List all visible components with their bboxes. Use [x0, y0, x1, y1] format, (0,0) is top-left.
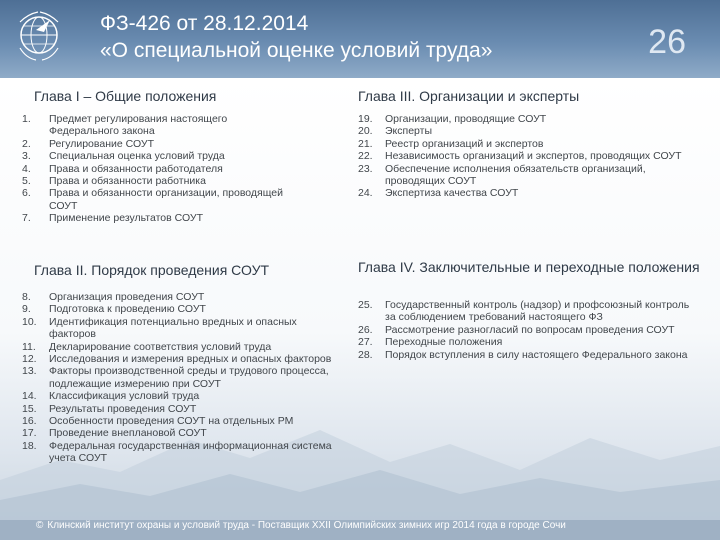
section-chapter-1	[22, 87, 334, 225]
section-title: Глава III. Организации и эксперты	[358, 88, 580, 104]
list-item: 2. Регулирование СОУТ	[22, 137, 154, 150]
list-item: 18. Федеральная государственная информационная система учета СОУТ	[22, 439, 332, 465]
section-title: Глава II. Порядок проведения СОУТ	[34, 262, 270, 278]
list-item: 7. Применение результатов СОУТ	[22, 212, 204, 225]
list-item: 23. Обеспечение исполнения обязательств организаций, проводящих СОУТ	[358, 162, 646, 188]
list-item: 21. Реестр организаций и экспертов	[358, 137, 544, 150]
item-list	[22, 113, 287, 225]
section-chapter-4	[358, 258, 703, 361]
list-item: 10. Идентификация потенциально вредных и опасных факторов	[22, 315, 297, 341]
list-item: 4. Права и обязанности работодателя	[22, 162, 223, 175]
list-item: 5. Права и обязанности работника	[22, 175, 206, 188]
list-item: 27. Переходные положения	[358, 336, 503, 349]
item-list	[358, 299, 698, 361]
copyright-icon: ©	[36, 520, 44, 531]
list-item: 25. Государственный контроль (надзор) и профсоюзный контроль за соблюдением требований настоящего ФЗ	[358, 299, 690, 324]
slide-number: 26	[648, 23, 686, 61]
section-title: Глава I – Общие положения	[34, 88, 217, 104]
list-item: 12. Исследования и измерения вредных и опасных факторов	[22, 353, 332, 366]
list-item: 1. Предмет регулирования настоящего Федерального закона	[22, 113, 228, 138]
list-item: 8. Организация проведения СОУТ	[22, 291, 205, 303]
list-item: 15. Результаты проведения СОУТ	[22, 402, 197, 415]
section-title: Глава IV. Заключительные и переходные положения	[358, 259, 700, 275]
section-chapter-3	[358, 87, 698, 200]
list-item: 19. Организации, проводящие СОУТ	[358, 113, 547, 125]
list-item: 13. Факторы производственной среды и трудового процесса, подлежащие измерению при СОУТ	[22, 365, 329, 390]
list-item: 26. Рассмотрение разногласий по вопросам проведения СОУТ	[358, 323, 675, 336]
list-item: 6. Права и обязанности организации, проводящей СОУТ	[22, 187, 283, 212]
list-item: 22. Независимость организаций и экспертов, проводящих СОУТ	[358, 150, 682, 163]
list-item: 14. Классификация условий труда	[22, 390, 200, 403]
list-item: 11. Декларирование соответствия условий труда	[22, 340, 272, 353]
slide-header	[0, 0, 720, 78]
list-item: 24. Экспертиза качества СОУТ	[358, 187, 519, 200]
list-item: 16. Особенности проведения СОУТ на отдельных РМ	[22, 415, 294, 428]
item-list	[358, 113, 693, 200]
slide-title	[100, 10, 620, 64]
footer-text: Клинский институт охраны и условий труда - Поставщик XXII Олимпийских зимних игр 2014 года в городе Сочи	[47, 520, 566, 531]
list-item: 3. Специальная оценка условий труда	[22, 150, 225, 163]
list-item: 28. Порядок вступления в силу настоящего Федерального закона	[358, 348, 688, 361]
list-item: 20. Эксперты	[358, 125, 432, 138]
item-list	[22, 291, 340, 465]
globe-logo-icon	[14, 8, 64, 66]
section-chapter-2	[22, 261, 354, 465]
title-line-1: ФЗ-426 от 28.12.2014	[100, 12, 309, 35]
footer	[36, 520, 566, 531]
list-item: 9. Подготовка к проведению СОУТ	[22, 303, 206, 316]
list-item: 17. Проведение внеплановой СОУТ	[22, 427, 207, 440]
title-line-2: «О специальной оценке условий труда»	[100, 39, 493, 62]
